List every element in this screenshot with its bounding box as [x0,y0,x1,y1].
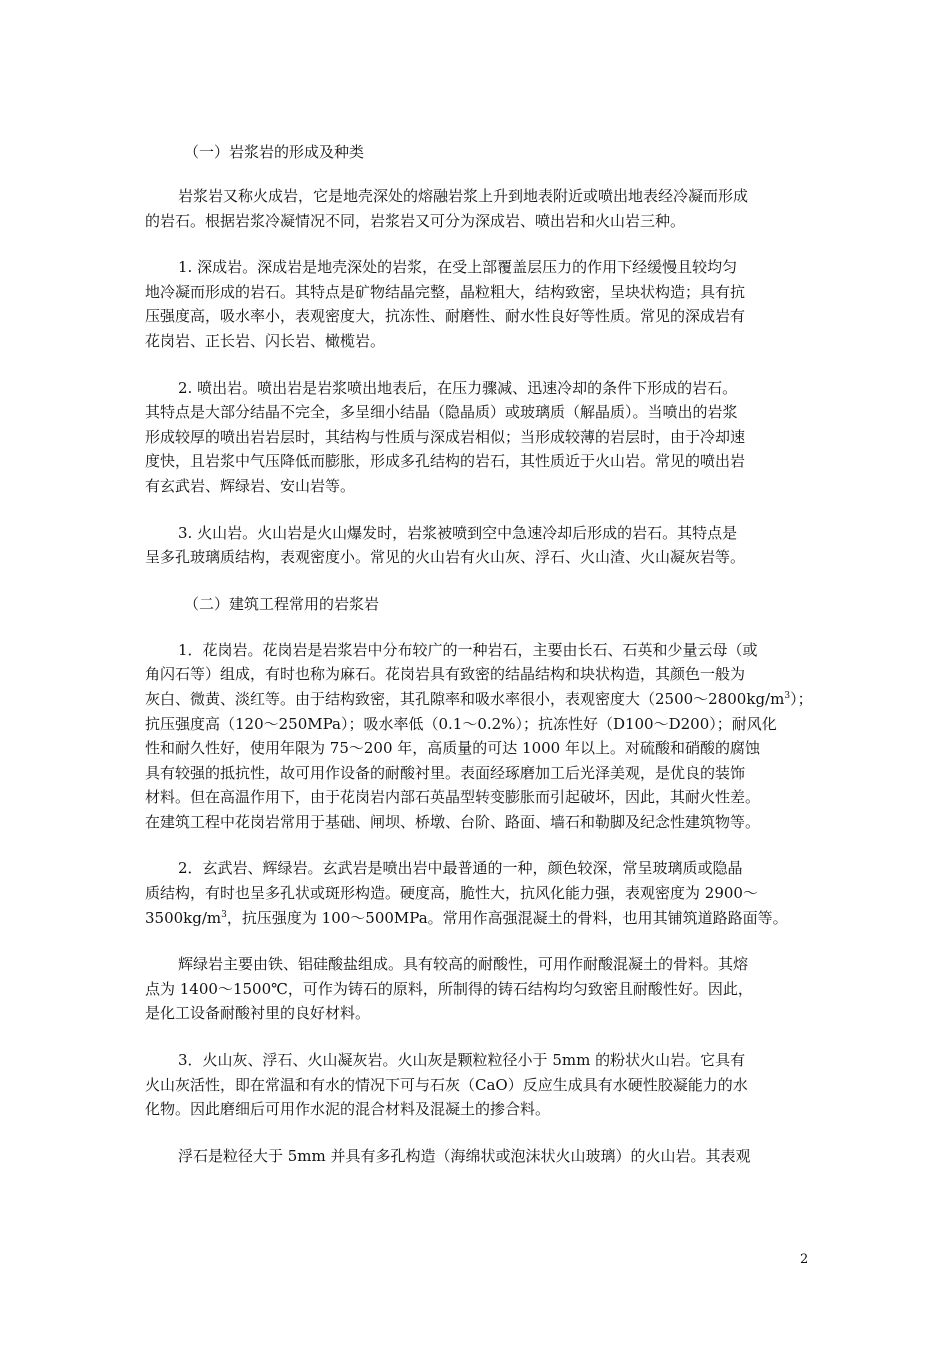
text-line: 火山灰活性，即在常温和有水的情况下可与石灰（CaO）反应生成具有水硬性胶凝能力的水 [145,1075,748,1094]
paragraph-granite [145,638,813,835]
paragraph-volcanic-rock [145,521,810,570]
paragraph-basalt-diabase [145,856,810,930]
text-line: 的岩石。根据岩浆冷凝情况不同，岩浆岩又可分为深成岩、喷出岩和火山岩三种。 [145,211,686,230]
text-line: 角闪石等）组成，有时也称为麻石。花岗岩具有致密的结晶结构和块状构造，其颜色一般为 [145,665,746,684]
paragraph-extrusive-rock [145,376,810,499]
text-line: 压强度高，吸水率小，表观密度大，抗冻性、耐磨性、耐水性良好等性质。常见的深成岩有 [145,307,746,326]
text-line: 浮石是粒径大于 5mm 并具有多孔构造（海绵状或泡沫状火山玻璃）的火山岩。其表观 [178,1146,751,1165]
text-line: 1. 深成岩。深成岩是地壳深处的岩浆，在受上部覆盖层压力的作用下经缓慢且较均匀 [178,258,738,277]
text-line: 地冷凝而形成的岩石。其特点是矿物结晶完整，晶粒粗大，结构致密，呈块状构造；具有抗 [145,282,746,301]
text-line: 抗压强度高（120～250MPa）；吸水率低（0.1～0.2%）；抗冻性好（D100～D200）；耐风化 [145,714,777,733]
text-line: 花岗岩、正长岩、闪长岩、橄榄岩。 [145,331,386,350]
text-line: 2．玄武岩、辉绿岩。玄武岩是喷出岩中最普通的一种，颜色较深，常呈玻璃质或隐晶 [178,859,743,878]
section-heading-2: （二）建筑工程常用的岩浆岩 [184,594,380,613]
superscript: 3 [221,909,227,920]
text-segment: ，抗压强度为 100～500MPa。常用作高强混凝土的骨料，也用其铺筑道路路面等。 [226,908,788,927]
text-segment: 3500kg/m [145,908,222,927]
text-line: 其特点是大部分结晶不完全，多呈细小结晶（隐晶质）或玻璃质（解晶质）。当喷出的岩浆 [145,403,738,422]
text-line: 3．火山灰、浮石、火山凝灰岩。火山灰是颗粒粒径小于 5mm 的粉状火山岩。它具有 [178,1051,746,1070]
text-line: 是化工设备耐酸衬里的良好材料。 [145,1004,371,1023]
text-segment: 灰白、微黄、淡红等。由于结构致密，其孔隙率和吸水率很小，表观密度大（2500～2800kg/m [145,689,785,708]
text-line: 化物。因此磨细后可用作水泥的混合材料及混凝土的掺合料。 [145,1100,551,1119]
text-line: 2. 喷出岩。喷出岩是岩浆喷出地表后，在压力骤减、迅速冷却的条件下形成的岩石。 [178,378,738,397]
paragraph-intro [145,184,810,233]
text-line: 材料。但在高温作用下，由于花岗岩内部石英晶型转变膨胀而引起破坏，因此，其耐火性差。 [145,788,761,807]
paragraph-volcanic-ash [145,1048,810,1122]
paragraph-pumice [145,1144,810,1169]
page-content [145,140,813,1168]
section-heading-1: （一）岩浆岩的形成及种类 [184,143,365,161]
text-line [145,687,813,712]
paragraph-diabase [145,952,810,1026]
text-line [145,906,810,931]
text-line: 有玄武岩、辉绿岩、安山岩等。 [145,476,356,495]
text-line: 呈多孔玻璃质结构，表观密度小。常见的火山岩有火山灰、浮石、火山渣、火山凝灰岩等。 [145,548,746,567]
text-line: 在建筑工程中花岗岩常用于基础、闸坝、桥墩、台阶、路面、墙石和勒脚及纪念性建筑物等。 [145,812,761,831]
text-line: 性和耐久性好，使用年限为 75～200 年，高质量的可达 1000 年以上。对硫酸和硝酸的腐蚀 [145,739,760,758]
text-line: 点为 1400～1500℃，可作为铸石的原料，所制得的铸石结构均匀致密且耐酸性好。因此， [145,979,753,998]
text-segment: ）； [790,689,813,708]
superscript: 3 [784,690,791,701]
text-line: 具有较强的抵抗性，故可用作设备的耐酸衬里。表面经琢磨加工后光泽美观，是优良的装饰 [145,763,746,782]
text-line: 岩浆岩又称火成岩，它是地壳深处的熔融岩浆上升到地表附近或喷出地表经冷凝而形成 [178,187,749,205]
text-line: 质结构，有时也呈多孔状或斑形构造。硬度高，脆性大，抗风化能力强，表观密度为 2900～ [145,884,758,903]
text-line: 度快，且岩浆中气压降低而膨胀，形成多孔结构的岩石，其性质近于火山岩。常见的喷出岩 [145,452,746,471]
text-line: 3. 火山岩。火山岩是火山爆发时，岩浆被喷到空中急速冷却后形成的岩石。其特点是 [178,523,738,542]
text-line: 辉绿岩主要由铁、铝硅酸盐组成。具有较高的耐酸性，可用作耐酸混凝土的骨料。其熔 [178,955,749,974]
text-line: 形成较厚的喷出岩岩层时，其结构与性质与深成岩相似；当形成较薄的岩层时，由于冷却速 [145,427,746,446]
text-line: 1．花岗岩。花岗岩是岩浆岩中分布较广的一种岩石，主要由长石、石英和少量云母（或 [178,640,758,659]
page-number: 2 [800,1252,809,1267]
paragraph-plutonic-rock [145,255,810,353]
